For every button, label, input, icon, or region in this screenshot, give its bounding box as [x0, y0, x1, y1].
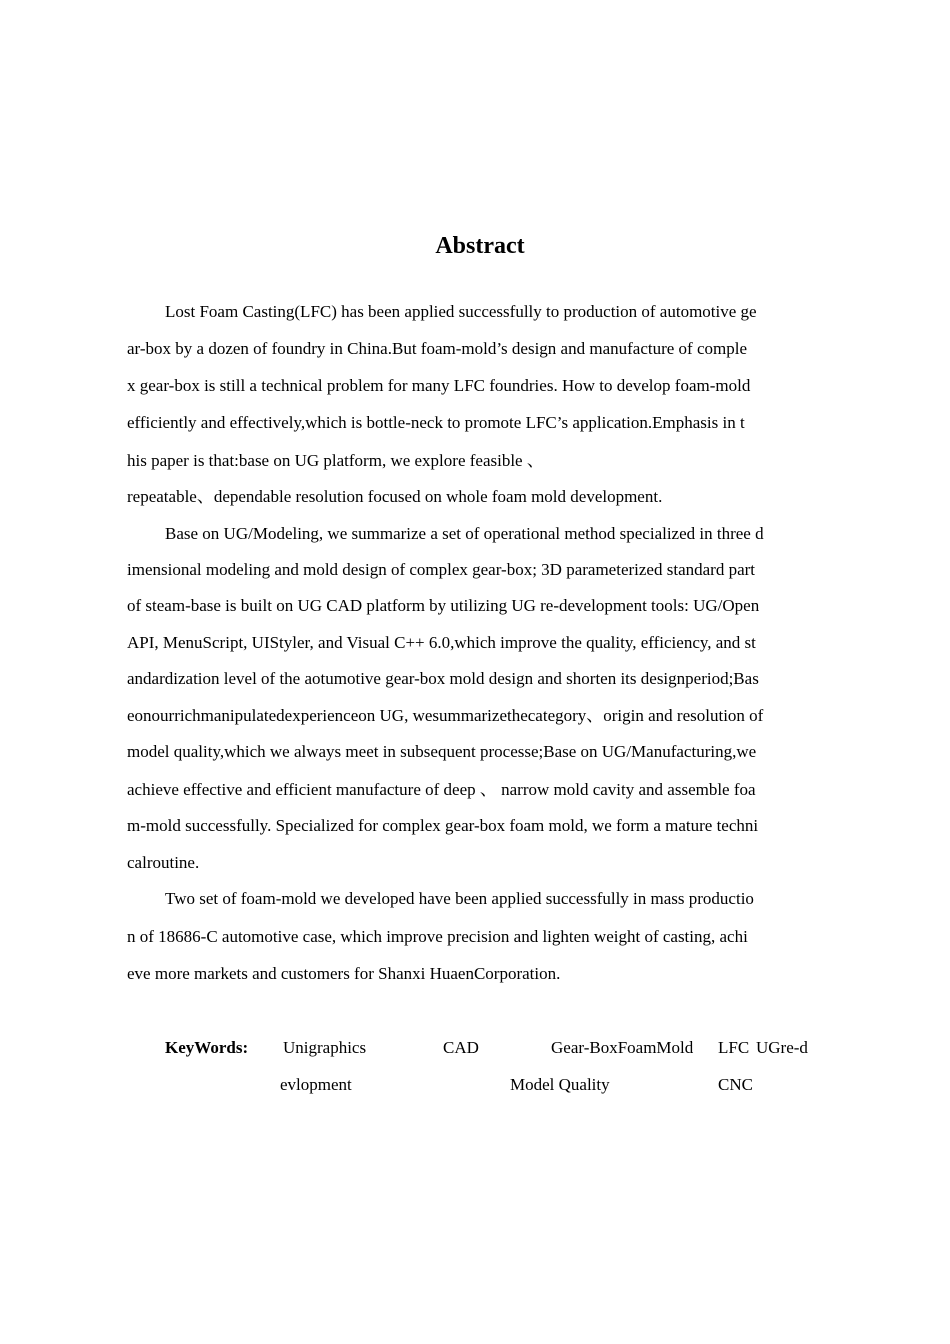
abstract-title: Abstract	[435, 233, 525, 259]
paragraph-1-line-4: efficiently and effectively,which is bottle-neck to promote LFC’s application.Emphasis in t	[127, 413, 745, 432]
paragraph-2-line-6: eonourrichmanipulatedexperienceon UG, wesummarizethecategory、origin and resolution of	[127, 706, 764, 725]
paragraph-2-line-9: m-mold successfully. Specialized for complex gear-box foam mold, we form a mature techni	[127, 816, 759, 835]
paragraph-3-line-1: Two set of foam-mold we developed have been applied successfully in mass productio	[165, 889, 754, 908]
paragraph-1-line-3: x gear-box is still a technical problem for many LFC foundries. How to develop foam-mold	[127, 376, 751, 395]
keyword-item: Gear-BoxFoamMold	[551, 1038, 694, 1057]
keyword-item: Unigraphics	[283, 1038, 367, 1057]
paragraph-2-line-5: andardization level of the aotumotive gear-box mold design and shorten its designperiod;Bas	[127, 669, 759, 688]
paragraph-2-line-1: Base on UG/Modeling, we summarize a set of operational method specialized in three d	[165, 524, 764, 543]
paragraph-2-line-10: calroutine.	[127, 853, 200, 872]
paragraph-1-line-6: repeatable、dependable resolution focused on whole foam mold development.	[127, 487, 663, 506]
paragraph-2-line-2: imensional modeling and mold design of complex gear-box; 3D parameterized standard part	[127, 560, 755, 579]
paragraph-2-line-7: model quality,which we always meet in subsequent processe;Base on UG/Manufacturing,we	[127, 742, 757, 761]
paragraph-1-line-1: Lost Foam Casting(LFC) has been applied successfully to production of automotive ge	[165, 302, 757, 321]
keyword-item: UGre-d	[756, 1038, 808, 1057]
paragraph-2-line-3: of steam-base is built on UG CAD platform by utilizing UG re-development tools: UG/Open	[127, 596, 760, 615]
keyword-item: LFC	[718, 1038, 750, 1057]
paragraph-1-line-5: his paper is that:base on UG platform, we explore feasible 、	[127, 451, 544, 470]
keyword-item: Model Quality	[510, 1075, 610, 1094]
paragraph-1-line-2: ar-box by a dozen of foundry in China.But foam-mold’s design and manufacture of comple	[127, 339, 747, 358]
keywords-label: KeyWords:	[165, 1038, 249, 1057]
paragraph-3-line-2: n of 18686-C automotive case, which improve precision and lighten weight of casting, achi	[127, 927, 748, 946]
paragraph-2-line-4: API, MenuScript, UIStyler, and Visual C++ 6.0,which improve the quality, efficiency, and st	[127, 633, 756, 652]
keyword-item: CNC	[718, 1075, 753, 1094]
paragraph-3-line-3: eve more markets and customers for Shanxi HuaenCorporation.	[127, 964, 561, 983]
keyword-item: evlopment	[280, 1075, 352, 1094]
keyword-item: CAD	[443, 1038, 479, 1057]
paragraph-2-line-8: achieve effective and efficient manufacture of deep 、 narrow mold cavity and assemble foa	[127, 780, 756, 799]
